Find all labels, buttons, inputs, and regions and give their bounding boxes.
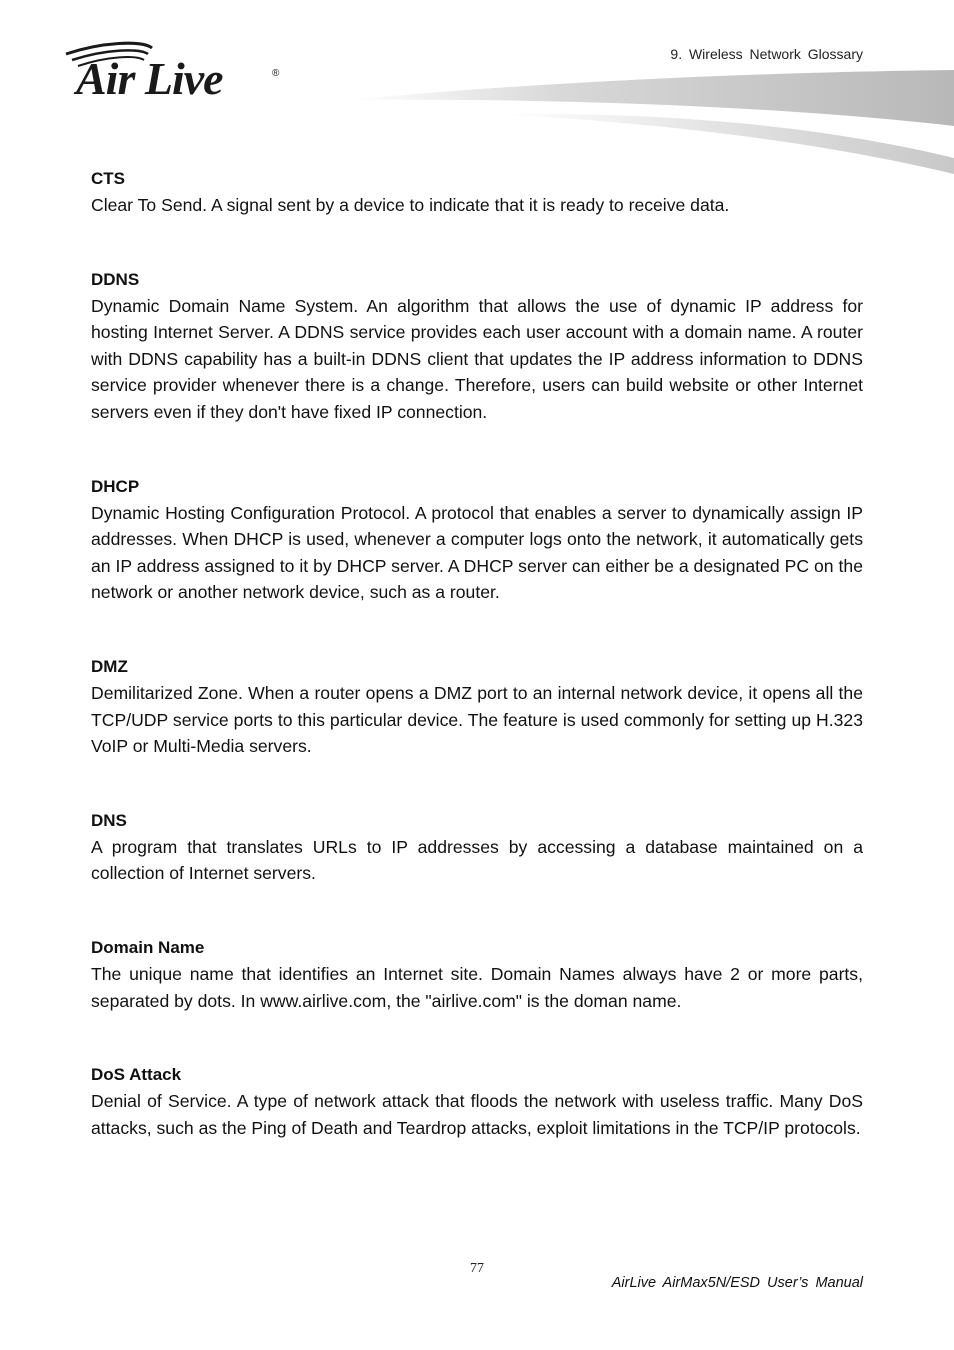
glossary-definition: Clear To Send. A signal sent by a device to indicate that it is ready to receive data. [91,195,730,215]
chapter-title: 9. Wireless Network Glossary [670,46,863,62]
glossary-entry-ddns [91,267,863,426]
glossary-definition: A program that translates URLs to IP addresses by accessing a database maintained on a collection of Internet servers. [91,836,863,884]
glossary-definition: Dynamic Hosting Configuration Protocol. A protocol that enables a server to dynamically assign IP addresses. When DHCP is used, whenever a computer logs onto the network, it automatically gets an IP address assigned to it by DHCP server. A DHCP server can either be a designated PC on the network or another network device, such as a router. [91,502,863,603]
page-number: 77 [470,1261,484,1276]
glossary-entry-dns [91,808,863,887]
registered-mark: ® [272,68,280,79]
glossary-entry-dhcp [91,474,863,606]
glossary-entry-cts [91,166,863,219]
glossary-content [91,166,863,1189]
glossary-definition: Demilitarized Zone. When a router opens a DMZ port to an internal network device, it opens all the TCP/UDP service ports to this particular device. The feature is used commonly for setting up H.323 VoIP or Multi-Media servers. [91,682,863,757]
glossary-term: DDNS [91,269,140,289]
glossary-definition: Dynamic Domain Name System. An algorithm that allows the use of dynamic IP address for hosting Internet Server. A DDNS service provides each user account with a domain name. A router with DDNS capability has a built-in DDNS client that updates the IP address information to DDNS service provider whenever there is a change. Therefore, users can build website or other Internet servers even if they don't have fixed IP connection. [91,295,863,422]
glossary-entry-dos-attack [91,1062,863,1141]
glossary-entry-domain-name [91,935,863,1014]
glossary-term: CTS [91,169,125,188]
logo-wordmark: Air Live [76,53,223,104]
glossary-term: DMZ [91,656,128,676]
glossary-term: DNS [91,810,127,830]
glossary-term: Domain Name [91,937,205,957]
glossary-entry-dmz [91,654,863,760]
glossary-term: DHCP [91,476,140,496]
glossary-term: DoS Attack [91,1065,182,1085]
glossary-definition: Denial of Service. A type of network attack that floods the network with useless traffic. Many DoS attacks, such as the Ping of Death and Teardrop attacks, exploit limitations in the TCP/IP protocols. [91,1091,863,1138]
manual-title: AirLive AirMax5N/ESD User’s Manual [611,1275,863,1291]
airlive-logo [62,40,292,110]
glossary-definition: The unique name that identifies an Internet site. Domain Names always have 2 or more parts, separated by dots. In www.airlive.com, the "airlive.com" is the doman name. [91,963,863,1011]
